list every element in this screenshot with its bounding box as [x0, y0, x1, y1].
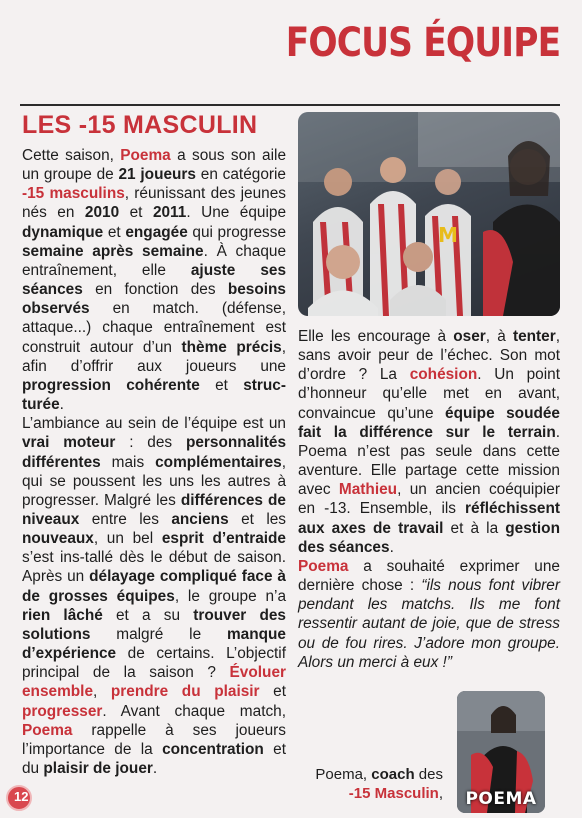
text-run: rien lâché — [22, 606, 103, 624]
signature-role: coach — [371, 766, 415, 783]
page-number: 12 — [14, 789, 29, 804]
text-run: prendre du plaisir — [110, 683, 260, 701]
text-run: “ils nous font vibrer pendant les matchs. Ils me font ressentir autant de joie, que de stress ou de fou rires. J’adore mon groupe. Alors un merci à eux !” — [298, 577, 560, 671]
text-run: L’ambiance au sein de l’équipe est un — [22, 415, 286, 433]
text-run: qui progresse — [187, 223, 286, 241]
text-run: en catégorie — [196, 166, 286, 184]
left-paragraph-2 — [22, 414, 286, 778]
text-run: ajuste ses séances — [22, 261, 287, 299]
text-run: Elle les encourage à — [298, 328, 454, 345]
text-run: différences de niveaux — [22, 491, 286, 528]
text-run: 2010 — [84, 204, 120, 222]
right-paragraph-2 — [298, 557, 560, 672]
text-run: vrai moteur — [22, 434, 116, 452]
text-run: s’est ins-tallé dès le début de saison. Après un — [22, 549, 286, 586]
text-run: Poema — [298, 557, 349, 575]
section-title: LES -15 MASCULIN — [22, 111, 258, 139]
text-run: et à la — [443, 519, 506, 537]
signature-connector: des — [414, 766, 443, 783]
text-run: semaine après semaine — [22, 242, 204, 260]
text-run: , — [93, 683, 111, 701]
text-run: manque d’expérience — [22, 625, 286, 663]
text-run: Poema — [120, 147, 171, 164]
text-run: , afin d’offrir aux joueurs une — [22, 338, 287, 375]
text-run: et — [259, 683, 286, 701]
text-run: , sans avoir peur de l’échec. Son mot d’ordre ? La — [298, 328, 560, 384]
text-run: cohésion — [409, 366, 478, 384]
text-run: délayage compliqué face à de grosses équipes — [22, 568, 286, 605]
signature-line-2 — [298, 784, 443, 803]
text-run: progresser — [22, 702, 103, 720]
text-run: concentration — [162, 740, 264, 758]
text-run: Cette saison, — [22, 147, 121, 164]
signature — [298, 765, 443, 803]
text-run: , un bel — [93, 530, 162, 548]
text-run: progression cohérente — [22, 376, 200, 394]
text-run: plaisir de jouer — [43, 760, 153, 777]
text-run: : des — [115, 434, 186, 452]
signature-name: Poema, — [315, 766, 372, 783]
text-run: et — [103, 223, 126, 241]
text-run: engagée — [125, 223, 188, 241]
text-run: . — [152, 760, 158, 777]
signature-comma: , — [438, 785, 443, 802]
left-paragraph-1 — [22, 146, 286, 414]
text-run: rappelle à ses joueurs l’importance de la — [22, 721, 286, 758]
text-run: et les — [228, 510, 286, 528]
text-run: , un ancien coéquipier en -13. Ensemble, ils — [298, 481, 560, 518]
text-run: esprit d’entraide — [161, 530, 286, 548]
text-run: entre les — [79, 510, 172, 528]
text-run: équipe soudée fait la différence sur le terrain — [298, 404, 560, 441]
text-run: . — [59, 396, 64, 414]
text-run: . Poema n’est pas seule dans cette aventure. Elle partage cette mission avec — [298, 423, 560, 499]
text-run: trouver des solutions — [22, 606, 286, 643]
text-run: structurée — [22, 376, 286, 414]
text-run: et — [199, 376, 244, 394]
text-run: -15 masculins — [22, 185, 125, 203]
right-paragraph-1 — [298, 327, 560, 557]
text-run: , réunissant des jeunes nés en — [22, 185, 286, 222]
text-run: 2011 — [152, 204, 187, 222]
text-run: , à — [485, 328, 513, 345]
text-run: , qui se poussent les uns les autres à progresser. Malgré les — [22, 453, 286, 509]
text-run: a souhaité exprimer une dernière chose : — [298, 557, 560, 595]
text-run: personnalités différentes — [22, 434, 287, 471]
text-run: Mathieu — [338, 481, 398, 499]
text-run: réfléchissent aux axes de travail — [298, 500, 560, 537]
text-run: et — [119, 204, 153, 222]
signature-line-1 — [298, 765, 443, 784]
text-run: . Avant chaque match, — [102, 702, 286, 720]
text-run: nouveaux — [22, 530, 94, 548]
text-run: besoins observés — [22, 281, 286, 318]
page-title: FOCUS ÉQUIPE — [285, 20, 560, 66]
svg-text:M: M — [438, 223, 458, 247]
right-column — [298, 327, 560, 672]
text-run: thème précis — [181, 338, 282, 356]
text-run: oser — [453, 328, 486, 345]
text-run: complémentaires — [155, 453, 282, 471]
text-run: . Un point d’honneur qu’elle met en avant, convaincue qu’une — [298, 366, 560, 422]
portrait-label: POEMA — [465, 789, 537, 809]
text-run: et a su — [102, 606, 194, 624]
text-run: malgré le — [90, 625, 227, 643]
coach-portrait — [457, 691, 545, 813]
text-run: . À chaque entraînement, elle — [22, 242, 287, 279]
header-divider — [20, 104, 560, 106]
text-run: , le groupe n’a — [174, 587, 287, 605]
text-run: . — [389, 538, 394, 556]
text-run: Poema — [22, 721, 73, 739]
text-run: anciens — [171, 510, 229, 528]
text-run: de certains. L’objectif principal de la saison ? — [22, 645, 286, 682]
text-run: mais — [100, 453, 156, 471]
text-run: et du — [22, 740, 286, 777]
text-run: en match. (défense, attaque...) chaque entraînement est construit autour d’un — [22, 300, 286, 356]
left-column — [22, 146, 286, 778]
text-run: Évoluer ensemble — [22, 664, 286, 701]
text-run: 21 joueurs — [118, 166, 196, 184]
text-run: tenter — [512, 328, 556, 345]
text-run: en fonction des — [82, 281, 228, 299]
text-run: a sous son aile un groupe de — [22, 147, 286, 184]
text-run: . Une équipe — [186, 204, 287, 222]
team-photo — [298, 112, 560, 316]
signature-team: -15 Masculin — [348, 785, 439, 802]
text-run: dynamique — [22, 223, 104, 241]
text-run: gestion des séances — [298, 519, 560, 556]
